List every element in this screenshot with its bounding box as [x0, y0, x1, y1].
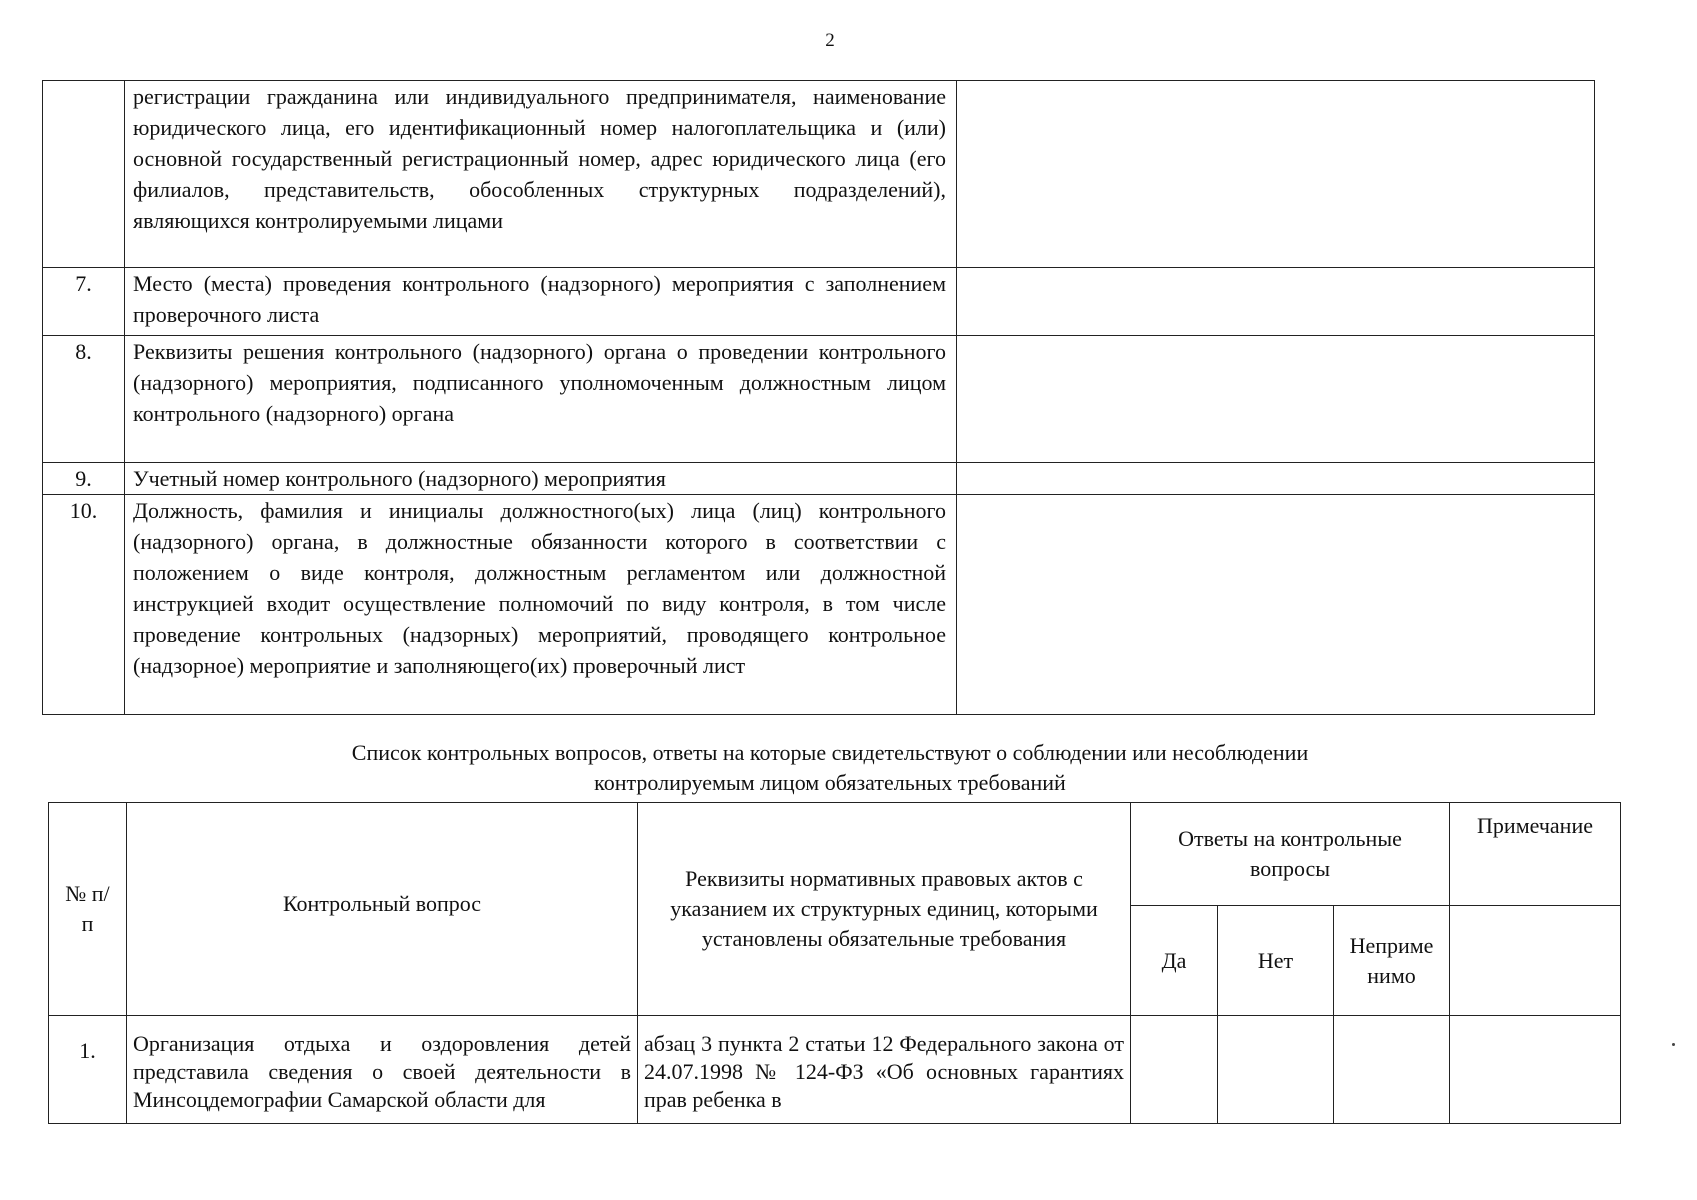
header-note-empty: [1450, 906, 1621, 1016]
question-text: Организация отдыха и оздоровления детей представила сведения о своей деятельности в Минсоцдемографии Самарской области для: [127, 1016, 638, 1124]
header-yes: Да: [1131, 906, 1218, 1016]
row-number: [43, 81, 125, 268]
row-number: 10.: [43, 495, 125, 715]
field-value[interactable]: [957, 336, 1595, 463]
heading-line: контролируемым лицом обязательных требований: [594, 770, 1066, 795]
table-row: [43, 336, 1595, 463]
table-row: [43, 81, 1595, 268]
table-row: [49, 1016, 1621, 1124]
page-number: 2: [825, 30, 835, 51]
header-not-applicable: Неприме нимо: [1334, 906, 1450, 1016]
table-row: [43, 495, 1595, 715]
field-label: Должность, фамилия и инициалы должностного(ых) лица (лиц) контрольного (надзорного) органа, в должностные обязанности которого в соответствии с положением о виде контроля, должностным регламентом или должностной инструкцией входит осуществление полномочий по виду контроля, в том числе проведение контрольных (надзорных) мероприятий, проводящего контрольное (надзорное) мероприятие и заполняющего(их) проверочный лист: [125, 495, 957, 715]
header-note: Примечание: [1450, 803, 1621, 906]
field-label: Реквизиты решения контрольного (надзорного) органа о проведении контрольного (надзорного) мероприятия, подписанного уполномоченным должностным лицом контрольного (надзорного) органа: [125, 336, 957, 463]
field-value[interactable]: [957, 81, 1595, 268]
control-questions-table: [48, 802, 1621, 1124]
legal-acts-text: абзац 3 пункта 2 статьи 12 Федерального закона от 24.07.1998 № 124-ФЗ «Об основных гарантиях прав ребенка в: [638, 1016, 1131, 1124]
field-value[interactable]: [957, 495, 1595, 715]
heading-line: Список контрольных вопросов, ответы на которые свидетельствуют о соблюдении или несоблюдении: [351, 740, 1309, 765]
table-row: [43, 268, 1595, 336]
answer-not-applicable-cell[interactable]: [1334, 1016, 1450, 1124]
header-acts: Реквизиты нормативных правовых актов с указанием их структурных единиц, которыми установлены обязательные требования: [638, 803, 1131, 1016]
row-number: 7.: [43, 268, 125, 336]
answer-yes-cell[interactable]: [1131, 1016, 1218, 1124]
row-number: 9.: [43, 463, 125, 495]
header-question: Контрольный вопрос: [127, 803, 638, 1016]
questions-list-heading: [0, 738, 1660, 798]
table-header-row: [49, 803, 1621, 906]
field-value[interactable]: [957, 463, 1595, 495]
header-answers: Ответы на контрольные вопросы: [1131, 803, 1450, 906]
answer-no-cell[interactable]: [1218, 1016, 1334, 1124]
row-number: 8.: [43, 336, 125, 463]
field-label: Место (места) проведения контрольного (надзорного) мероприятия с заполнением проверочного листа: [125, 268, 957, 336]
header-no: Нет: [1218, 906, 1334, 1016]
scan-artifact: [1672, 1043, 1675, 1046]
header-num: № п/п: [49, 803, 127, 1016]
field-label: Учетный номер контрольного (надзорного) мероприятия: [125, 463, 957, 495]
table-row: [43, 463, 1595, 495]
field-label: регистрации гражданина или индивидуального предпринимателя, наименование юридического лица, его идентификационный номер налогоплательщика и (или) основной государственный регистрационный номер, адрес юридического лица (его филиалов, представительств, обособленных структурных подразделений), являющихся контролируемыми лицами: [125, 81, 957, 268]
checklist-fields-table: [42, 80, 1595, 715]
row-number: 1.: [49, 1016, 127, 1124]
field-value[interactable]: [957, 268, 1595, 336]
note-cell[interactable]: [1450, 1016, 1621, 1124]
